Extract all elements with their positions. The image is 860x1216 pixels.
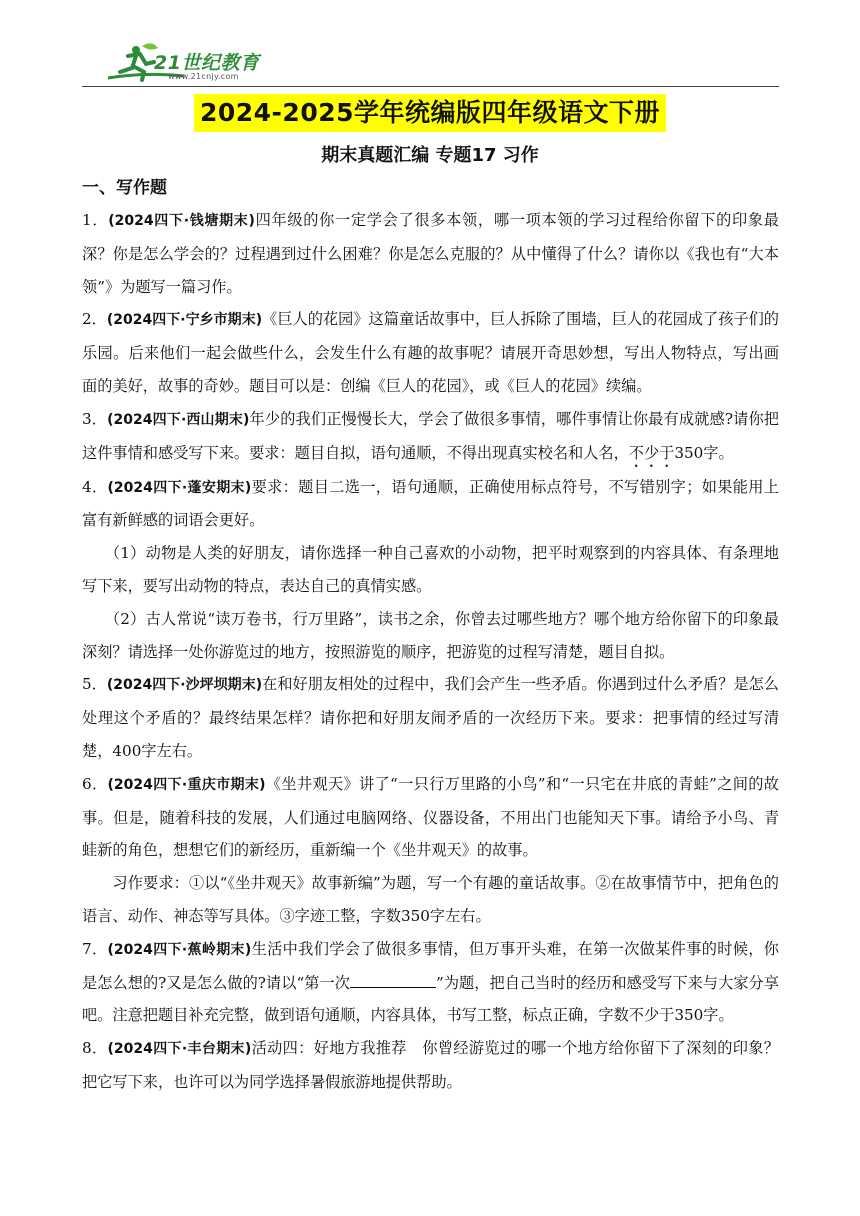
question-source: (2024四下·重庆市期末) bbox=[107, 776, 266, 793]
question-text: 年少的我们正慢慢长大，学会了做很多事情，哪件事情让你最有成就感?请你把这件事情和感受写下来。要求：题目自拟，语句通顺，不得出现真实校名和人名， bbox=[82, 409, 779, 462]
site-logo[interactable] bbox=[106, 42, 281, 86]
emphasized-text: 不少于 bbox=[628, 443, 675, 462]
question-list bbox=[82, 204, 779, 1099]
question-text: 在和好朋友相处的过程中，我们会产生一些矛盾。你遇到过什么矛盾？是怎么处理这个矛盾的？最终结果怎样？请你把和好朋友闹矛盾的一次经历下来。要求：把事情的经过写清楚，400字左右。 bbox=[82, 675, 779, 760]
question-text: 活动四：好地方我推荐 你曾经游览过的哪一个地方给你留下了深刻的印象？把它写下来，也许可以为同学选择暑假旅游地提供帮助。 bbox=[82, 1039, 779, 1091]
question-text: 生活中我们学会了做很多事情，但万事开头难，在第一次做某件事的时候，你是怎么想的?又是怎么做的?请以“第一次 bbox=[82, 939, 779, 992]
page-title: 2024-2025学年统编版四年级语文下册 bbox=[194, 94, 666, 132]
question-3 bbox=[82, 403, 779, 471]
question-number: 8． bbox=[82, 1039, 108, 1058]
question-text: 四年级的你一定学会了很多本领，哪一项本领的学习过程给你留下的印象最深？你是怎么学会的？过程遇到过什么困难？你是怎么克服的？从中懂得了什么？请你以《我也有“大本领”》为题写一篇习作。 bbox=[82, 211, 779, 296]
question-number: 7． bbox=[82, 939, 108, 958]
question-7 bbox=[82, 933, 779, 1032]
question-source: (2024四下·西山期末) bbox=[107, 411, 250, 428]
question-source: (2024四下·钱塘期末) bbox=[108, 213, 255, 229]
question-number: 6． bbox=[82, 774, 108, 793]
question-6 bbox=[82, 768, 779, 867]
question-1 bbox=[82, 204, 779, 303]
question-8 bbox=[82, 1032, 779, 1099]
header-divider bbox=[82, 86, 779, 87]
question-text: 《坐井观天》讲了“一只行万里路的小鸟”和“一只宅在井底的青蛙”之间的故事。但是，随着科技的发展，人们通过电脑网络、仪器设备，不用出门也能知天下事。请给予小鸟、青蛙新的角色，想想它们的新经历，重新编一个《坐井观天》的故事。 bbox=[82, 774, 779, 860]
question-source: (2024四下·宁乡市期末) bbox=[106, 312, 263, 329]
question-2 bbox=[82, 303, 779, 402]
fill-in-blank[interactable] bbox=[350, 973, 436, 988]
logo-text: 21世纪教育 bbox=[154, 52, 260, 74]
question-5 bbox=[82, 668, 779, 767]
page-subtitle: 期末真题汇编 专题17 习作 bbox=[321, 145, 539, 166]
question-text-end: ”为题，把自己当时的经历和感受写下来与大家分享吧。注意把题目补充完整，做到语句通顺，内容具体，书写工整，标点正确，字数不少于350字。 bbox=[82, 973, 779, 1025]
question-number: 1． bbox=[82, 211, 109, 229]
question-number: 5． bbox=[82, 675, 107, 694]
question-text: 要求：题目二选一，语句通顺，正确使用标点符号，不写错别字；如果能用上富有新鲜感的词语会更好。 bbox=[82, 477, 779, 530]
question-4 bbox=[82, 471, 779, 538]
question-6-requirement: 习作要求：①以“《坐井观天》故事新编”为题，写一个有趣的童话故事。②在故事情节中，把角色的语言、动作、神态等写具体。③字迹工整，字数350字左右。 bbox=[82, 874, 779, 925]
question-4-option-1: （1）动物是人类的好朋友，请你选择一种自己喜欢的小动物，把平时观察到的内容具体、有条理地写下来，要写出动物的特点，表达自己的真情实感。 bbox=[82, 544, 779, 595]
question-4-option-2: （2）古人常说“读万卷书，行万里路”，读书之余，你曾去过哪些地方？哪个地方给你留下的印象最深刻？请选择一处你游览过的地方，按照游览的顺序，把游览的过程写清楚，题目自拟。 bbox=[82, 609, 779, 661]
logo-url: www.21cnjy.com bbox=[168, 72, 239, 81]
question-text: 《巨人的花园》这篇童话故事中，巨人拆除了围墙，巨人的花园成了孩子们的乐园。后来他们一起会做些什么，会发生什么有趣的故事呢？请展开奇思妙想，写出人物特点，写出画面的美好，故事的奇妙。题目可以是：创编《巨人的花园》，或《巨人的花园》续编。 bbox=[82, 310, 779, 395]
question-source: (2024四下·蓬安期末) bbox=[107, 479, 252, 496]
question-number: 4． bbox=[82, 477, 108, 496]
question-source: (2024四下·丰台期末) bbox=[107, 1041, 252, 1058]
question-number: 2． bbox=[82, 310, 107, 329]
question-number: 3． bbox=[82, 409, 108, 428]
title-wrapper bbox=[0, 94, 860, 132]
question-source: (2024四下·沙坪坝期末) bbox=[106, 677, 263, 694]
section-heading: 一、写作题 bbox=[82, 178, 167, 198]
question-text-end: 350字。 bbox=[674, 443, 734, 462]
question-source: (2024四下·蕉岭期末) bbox=[107, 941, 252, 958]
